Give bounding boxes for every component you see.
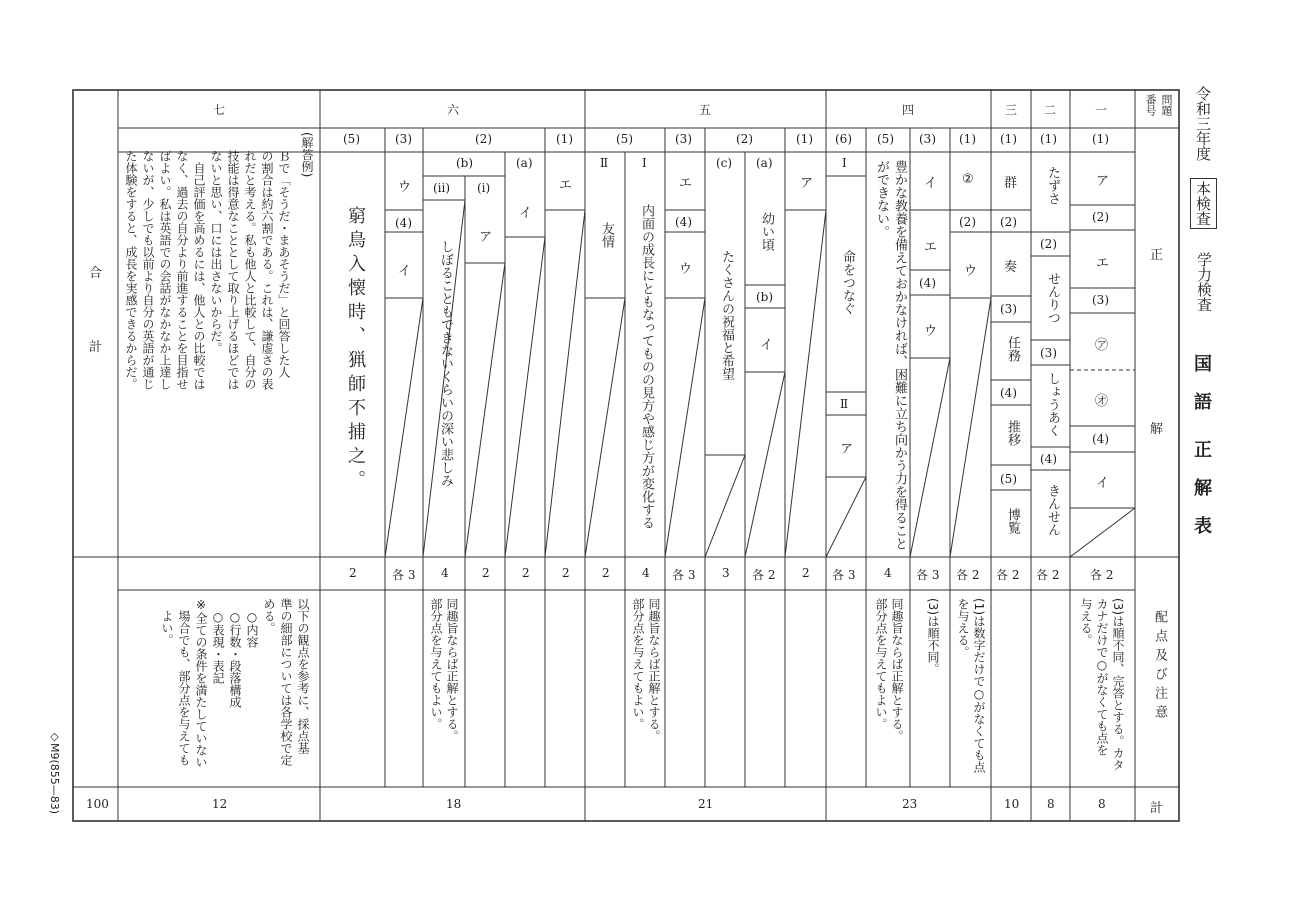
section-7: 七 [213,103,226,117]
header-haiten: 配点及び注意 [1152,610,1167,724]
exam-type: 学力検査 [1195,252,1213,312]
s6-q4: (4) [395,216,412,230]
s4-a5: 豊かな教養を備えておかなければ、困難に立ち向かう力を得ること ができない。 [874,160,907,550]
s4-points-3: 各 3 [916,568,940,582]
s5-q5: (5) [616,132,633,146]
subject-2: 語 [1194,392,1212,413]
s4-q6: (6) [835,132,852,146]
s4-q3-sub: (4) [919,276,936,290]
section-3: 三 [1005,103,1018,117]
s5-a5-ii: 友情 [599,222,614,248]
s5-a1: ア [800,176,814,191]
s7-note: 以下の観点を参考に、採点基 準の細部については各学校で定 める。 ○内容 ○行数・段落構成 ○表現・表記 ※全ての条件を満たしていない 場合でも、部分点を与えても よい。 [160,598,310,768]
section-4: 四 [902,103,915,117]
s5-q3: (3) [675,132,692,146]
s7-answer: Ｂで「そうだ・まあそうだ」と回答した人 の割合は約六割である。これは、謙虚さの表 れだと考える。私も他人と比較して、自分の 技能は得意なこととして取り上げるほどでは ないと思い、口には出さないからだ。 自己評価を高めるには、他人との比較では なく、過去の自分より前進することを目指せ ばよい。私は英語での会話がなかなか上達し ないが、少しでも以前より自分の英語が通じ た体験をすると、成長を実感できるからだ。 [124,150,291,390]
s2-q2: (2) [1040,237,1057,251]
s1-q4: (4) [1092,432,1109,446]
s2-q3: (3) [1040,346,1057,360]
header-seikai-1: 正 [1150,248,1164,263]
s4-total: 23 [902,797,918,811]
s4-note-3: (3)は順不同。 [926,598,940,675]
header-bango: 番号 [1144,94,1157,116]
s1-a3b: ㋔ [1095,394,1109,409]
s5-q1: (1) [796,132,813,146]
s2-a1: たずさ [1045,166,1060,205]
s6-points-5: 2 [349,566,357,580]
s5-a3: エ [679,176,693,191]
subject-1: 国 [1194,354,1212,375]
s6-q2-i: (i) [477,181,491,195]
header-goukei-2: 計 [89,340,103,355]
s4-q6-ii: Ⅱ [840,397,849,411]
section-1: 一 [1095,103,1108,117]
header-mondai: 問題 [1160,94,1173,116]
s6-a4: イ [398,264,412,279]
s1-a3a: ㋐ [1095,338,1109,353]
s6-q5: (5) [343,132,360,146]
s5-total: 21 [698,797,714,811]
s2-total: 8 [1047,797,1055,811]
s4-q5: (5) [877,132,894,146]
s3-a3: 任務 [1005,336,1020,362]
s6-points-a: 2 [522,566,530,580]
s4-q3: (3) [919,132,936,146]
grand-total: 100 [86,797,109,811]
s5-points-5ii: 2 [602,566,610,580]
s1-a1: ア [1096,174,1110,189]
s3-q4: (4) [1000,386,1017,400]
s3-a1: 群 [1004,176,1018,191]
s5-a4: ウ [679,262,693,277]
s5-q2-c: (c) [716,156,733,170]
s1-note: (3)は順不同、完答とする。カタ カナだけで○がなくても点を 与える。 [1079,598,1125,771]
s5-q5-i: Ⅰ [642,156,647,170]
s4-a1: ウ [964,264,978,279]
s6-a5: 窮鳥入懐時、猟師不捕之。 [345,206,366,494]
s1-q2: (2) [1092,210,1109,224]
s2-q1: (1) [1040,132,1057,146]
s6-note: 同趣旨ならば正解とする。 部分点を与えてもよい。 [429,598,459,742]
s3-q1: (1) [1000,132,1017,146]
s6-q1: (1) [556,132,573,146]
s1-q1: (1) [1092,132,1109,146]
s2-a4: きんせん [1045,484,1060,536]
s5-points-3: 各 3 [672,568,696,582]
s4-a3a: イ [924,176,938,191]
s4-q1-sub2: (2) [959,215,976,229]
s3-q3: (3) [1000,302,1017,316]
s4-points-6: 各 3 [832,568,856,582]
s5-a2-c: たくさんの祝福と希望 [719,250,734,380]
s6-a1: エ [559,178,573,193]
s3-q5: (5) [1000,472,1017,486]
s3-q2: (2) [1000,215,1017,229]
s4-a3c: ウ [924,324,938,339]
s1-a4: イ [1096,476,1110,491]
header-kei: 計 [1150,801,1164,816]
s5-points-1: 2 [802,566,810,580]
sheet-code: ◇M9(855—83) [48,730,61,815]
s6-points-ii: 4 [441,566,449,580]
s6-q2: (2) [475,132,492,146]
s1-a2: エ [1096,256,1110,271]
s3-points: 各 2 [996,568,1020,582]
s7-label: (解答例) [300,132,314,178]
kind-2: 解 [1194,478,1212,499]
s5-points-2c: 3 [722,566,730,580]
s5-points-5i: 4 [642,566,650,580]
kind-3: 表 [1194,516,1212,537]
s3-a5: 博覧 [1005,508,1020,534]
s6-a2-ii: しぼることもできないくらいの深い悲しみ [438,240,453,487]
s4-a6-ii: ア [840,442,854,457]
section-2: 二 [1044,103,1057,117]
s4-q1: (1) [959,132,976,146]
s5-note: 同趣旨ならば正解とする。 部分点を与えてもよい。 [631,598,661,742]
s4-note-1: (1)は数字だけで○がなくても点 を与える。 [956,598,986,773]
s4-a3b: エ [924,240,938,255]
s6-a2-a: イ [519,206,533,221]
s5-q2-b: (b) [756,290,774,304]
exam-badge: 本検査 [1190,178,1217,229]
s2-points: 各 2 [1036,568,1060,582]
s6-a3: ウ [398,180,412,195]
kind-1: 正 [1194,440,1212,461]
s6-points-1: 2 [562,566,570,580]
s5-a5-i: 内面の成長にともなってものの見方や感じ方が変化する [639,204,654,529]
s4-a6-i: 命をつなぐ [840,250,855,315]
s6-points-i: 2 [482,566,490,580]
s6-q2-a: (a) [516,156,533,170]
section-6: 六 [447,103,460,117]
s5-q5-ii: Ⅱ [600,156,609,170]
s5-a2-b: イ [760,338,774,353]
header-goukei-1: 合 [89,266,103,281]
s6-q2-b: (b) [456,156,474,170]
s5-q2-a: (a) [756,156,773,170]
section-5: 五 [699,103,712,117]
s4-q6-i: Ⅰ [842,156,847,170]
s1-points: 各 2 [1090,568,1114,582]
s6-q2-ii: (ii) [433,181,451,195]
s4-points-5: 4 [884,566,892,580]
s5-q4: (4) [675,215,692,229]
s5-q2: (2) [736,132,753,146]
header-seikai-2: 解 [1150,422,1164,437]
s6-q3: (3) [395,132,412,146]
s6-a2-i: ア [479,230,493,245]
s7-total: 12 [212,797,228,811]
s3-a4: 推移 [1005,420,1020,446]
s3-total: 10 [1004,797,1020,811]
s2-q4: (4) [1040,452,1057,466]
s6-points-3: 各 3 [392,568,416,582]
s3-a2: 奏 [1004,260,1018,275]
s1-q3: (3) [1092,293,1109,307]
s6-total: 18 [446,797,462,811]
s2-a2: せんりつ [1045,272,1060,324]
s4-q1-sub1: ② [962,172,974,187]
s2-a3: しょうあく [1045,372,1060,437]
s4-note-5: 同趣旨ならば正解とする。 部分点を与えてもよい。 [874,598,904,742]
s5-a2-a: 幼い頃 [759,212,774,251]
s5-points-2: 各 2 [752,568,776,582]
sheet-era: 令和三年度 [1194,86,1212,161]
s4-points-1: 各 2 [956,568,980,582]
s1-total: 8 [1098,797,1106,811]
